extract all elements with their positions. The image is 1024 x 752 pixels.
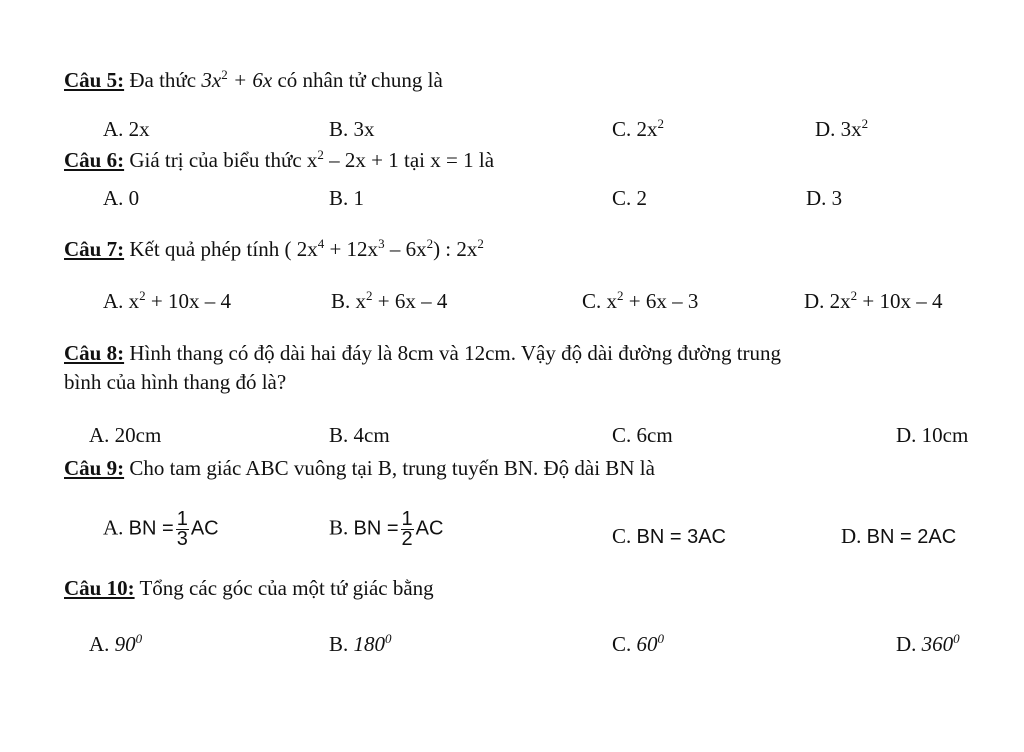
q6-c-text: 2 <box>636 186 648 210</box>
q9-b-post: AC <box>415 517 444 540</box>
q9-a-key: A. <box>103 515 124 540</box>
q6-a-key: A. <box>103 186 124 210</box>
q7-a2: + 10x – 4 <box>150 289 232 313</box>
q7-c1-exp: 2 <box>617 288 624 303</box>
q6-label: Câu 6: <box>64 148 125 172</box>
q9-option-b[interactable] <box>329 510 443 549</box>
q7-b2: + 6x – 4 <box>377 289 448 313</box>
q7-d1: 2x <box>829 289 851 313</box>
q9-b-num: 1 <box>401 508 413 530</box>
q7-label: Câu 7: <box>64 237 125 261</box>
q7-t1: 2x <box>296 237 318 261</box>
q7-option-c[interactable] <box>582 289 698 314</box>
q9-option-c[interactable] <box>612 524 726 549</box>
q5-poly-b: + 6x <box>232 68 273 92</box>
q8-stem-cont: bình của hình thang đó là? <box>64 370 287 394</box>
q9-stem <box>64 456 655 481</box>
q8-c-key: C. <box>612 423 632 447</box>
q6-option-d[interactable] <box>806 186 842 211</box>
q10-c-key: C. <box>612 632 632 656</box>
q10-option-d[interactable] <box>896 632 960 657</box>
q5-a-key: A. <box>103 117 124 141</box>
q7-t2-exp: 3 <box>378 236 385 251</box>
q8-option-d[interactable] <box>896 423 968 448</box>
q8-label: Câu 8: <box>64 341 125 365</box>
q5-option-c[interactable] <box>612 117 664 142</box>
q9-a-fraction <box>176 510 189 549</box>
q5-d-exp: 2 <box>861 116 869 131</box>
q5-option-b[interactable] <box>329 117 375 142</box>
q5-d-base: 3x <box>840 117 862 141</box>
q10-d-value: 360 <box>921 632 954 656</box>
q6-stem-post: là <box>478 148 495 172</box>
q8-d-key: D. <box>896 423 917 447</box>
q7-c-key: C. <box>582 289 602 313</box>
q7-option-a[interactable] <box>103 289 231 314</box>
q7-t2: + 12x <box>329 237 379 261</box>
q6-d-text: 3 <box>831 186 843 210</box>
q5-c-exp: 2 <box>657 116 665 131</box>
q10-d-degree: 0 <box>953 631 960 646</box>
q7-div-exp: 2 <box>477 236 484 251</box>
q6-stem <box>64 148 494 173</box>
q6-d-key: D. <box>806 186 827 210</box>
q7-option-d[interactable] <box>804 289 943 314</box>
q10-option-c[interactable] <box>612 632 664 657</box>
q10-b-degree: 0 <box>385 631 392 646</box>
q7-stem <box>64 237 484 262</box>
q5-a-text: 2x <box>128 117 150 141</box>
q10-b-value: 180 <box>353 632 386 656</box>
q9-a-pre: BN = <box>128 517 174 540</box>
q6-option-b[interactable] <box>329 186 364 211</box>
q6-expr-a-exp: 2 <box>317 147 324 162</box>
q6-stem-pre: Giá trị của biểu thức <box>129 148 302 172</box>
q6-b-key: B. <box>329 186 349 210</box>
q6-expr-a: x <box>306 148 318 172</box>
q9-d-key: D. <box>841 524 862 548</box>
q6-option-c[interactable] <box>612 186 647 211</box>
q9-c-key: C. <box>612 524 632 548</box>
q6-a-text: 0 <box>128 186 140 210</box>
q5-stem-post: có nhân tử chung là <box>277 68 443 92</box>
q10-b-key: B. <box>329 632 349 656</box>
q7-d-key: D. <box>804 289 825 313</box>
q5-stem <box>64 68 443 93</box>
q8-stem <box>64 341 781 366</box>
q9-stem-text: Cho tam giác ABC vuông tại B, trung tuyến BN. Độ dài BN là <box>129 456 655 480</box>
q9-a-post: AC <box>190 517 219 540</box>
q9-b-pre: BN = <box>353 517 399 540</box>
q10-a-key: A. <box>89 632 110 656</box>
q7-t-close: ) : <box>433 237 452 261</box>
q8-b-text: 4cm <box>353 423 390 447</box>
q7-a1: x <box>128 289 140 313</box>
q7-t1-exp: 4 <box>317 236 325 251</box>
q9-b-den: 2 <box>401 528 413 550</box>
q9-label: Câu 9: <box>64 456 125 480</box>
q5-option-a[interactable] <box>103 117 150 142</box>
q10-label: Câu 10: <box>64 576 135 600</box>
q7-b1-exp: 2 <box>366 288 373 303</box>
q10-c-value: 60 <box>636 632 658 656</box>
q8-option-b[interactable] <box>329 423 390 448</box>
q10-option-a[interactable] <box>89 632 142 657</box>
q7-div: 2x <box>456 237 478 261</box>
q7-t3-exp: 2 <box>426 236 434 251</box>
q10-stem <box>64 576 434 601</box>
q5-b-text: 3x <box>353 117 375 141</box>
q5-d-key: D. <box>815 117 836 141</box>
q5-poly-a: 3x <box>201 68 222 92</box>
q10-d-key: D. <box>896 632 917 656</box>
q9-option-a[interactable] <box>103 510 219 549</box>
q7-t3: – 6x <box>389 237 427 261</box>
q10-a-degree: 0 <box>135 631 143 646</box>
q6-c-key: C. <box>612 186 632 210</box>
q9-b-key: B. <box>329 515 349 540</box>
q5-c-base: 2x <box>636 117 658 141</box>
q6-b-text: 1 <box>353 186 365 210</box>
q5-option-d[interactable] <box>815 117 868 142</box>
q6-expr-b: – 2x + 1 <box>329 148 399 172</box>
q10-option-b[interactable] <box>329 632 392 657</box>
q10-a-value: 90 <box>114 632 136 656</box>
q7-c1: x <box>606 289 618 313</box>
q7-a-key: A. <box>103 289 124 313</box>
q8-d-text: 10cm <box>921 423 969 447</box>
q9-option-d[interactable] <box>841 524 956 549</box>
q5-label: Câu 5: <box>64 68 125 92</box>
q5-b-key: B. <box>329 117 349 141</box>
q7-b1: x <box>355 289 367 313</box>
q8-option-c[interactable] <box>612 423 673 448</box>
q7-d2: + 10x – 4 <box>862 289 943 313</box>
q5-poly-a-exp: 2 <box>221 67 228 82</box>
q8-stem-line1: Hình thang có độ dài hai đáy là 8cm và 12cm. Vậy độ dài đường đường trung <box>129 341 782 365</box>
q9-b-fraction <box>401 510 414 549</box>
q9-a-num: 1 <box>176 508 188 530</box>
q8-a-key: A. <box>89 423 110 447</box>
q8-a-text: 20cm <box>114 423 162 447</box>
q5-stem-pre: Đa thức <box>129 68 197 92</box>
q10-stem-text: Tổng các góc của một tứ giác bằng <box>139 576 434 600</box>
q10-c-degree: 0 <box>657 631 665 646</box>
q8-c-text: 6cm <box>636 423 673 447</box>
q5-c-key: C. <box>612 117 632 141</box>
q8-option-a[interactable] <box>89 423 161 448</box>
q9-a-den: 3 <box>176 528 188 550</box>
q7-stem-pre: Kết quả phép tính ( <box>129 237 292 261</box>
q8-b-key: B. <box>329 423 349 447</box>
q7-a1-exp: 2 <box>139 288 146 303</box>
q9-c-text: BN = 3AC <box>636 526 726 548</box>
q7-option-b[interactable] <box>331 289 447 314</box>
q6-cond: x = 1 <box>430 148 474 172</box>
q6-option-a[interactable] <box>103 186 139 211</box>
q9-d-text: BN = 2AC <box>866 526 957 548</box>
q7-b-key: B. <box>331 289 351 313</box>
q6-stem-mid: tại <box>404 148 426 172</box>
q7-d1-exp: 2 <box>850 288 858 303</box>
q7-c2: + 6x – 3 <box>628 289 699 313</box>
